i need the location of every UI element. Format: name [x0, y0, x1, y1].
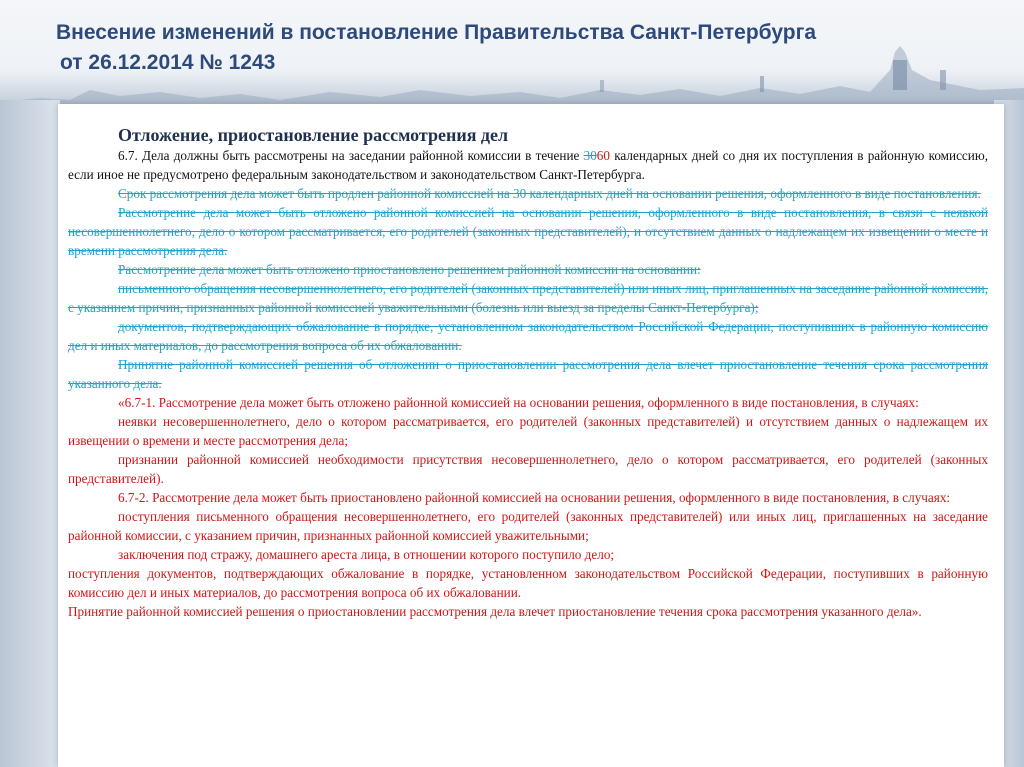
deleted-paragraph: Срок рассмотрения дела может быть продлен районной комиссией на 30 календарных дней на основании решения, оформленного в виде постановления.	[118, 186, 981, 201]
new-paragraph: 6.7-2. Рассмотрение дела может быть приостановлено районной комиссией на основании решения, оформленного в виде постановления, в случаях:	[118, 490, 951, 505]
document-body	[68, 124, 988, 621]
p1-inserted-number: 60	[596, 148, 610, 163]
p1-before: 6.7. Дела должны быть рассмотрены на заседании районной комиссии в течение	[118, 148, 584, 163]
slide-title-line1: Внесение изменений в постановление Правительства Санкт-Петербурга	[56, 21, 817, 44]
new-paragraph: признании районной комиссией необходимости присутствия несовершеннолетнего, дело о котором рассматривается, его родителей (законных представителей).	[68, 452, 988, 486]
document-panel	[58, 104, 1004, 767]
slide-title	[56, 18, 916, 78]
left-side-decoration	[0, 100, 60, 767]
p1-after: календарных дней со дня их поступления в районную комиссию, если иное не предусмотрено федеральным законодательством и законодательством Санкт-Петербурга.	[68, 148, 988, 182]
paragraph-6-7	[68, 146, 988, 184]
new-paragraph: поступления письменного обращения несовершеннолетнего, его родителей (законных представителей) или иных лиц, приглашенных на заседание районной комиссии, с указанием причин, признанных районной комиссией уважительными;	[68, 509, 988, 543]
new-paragraph: Принятие районной комиссией решения о приостановлении рассмотрения дела влечет приостановление течения срока рассмотрения указанного дела».	[68, 604, 922, 619]
new-paragraph: «6.7-1. Рассмотрение дела может быть отложено районной комиссией на основании решения, оформленного в виде постановления, в случаях:	[118, 395, 919, 410]
section-heading: Отложение, приостановление рассмотрения дел	[118, 125, 509, 145]
deleted-paragraph: документов, подтверждающих обжалование в порядке, установленном законодательством Российской Федерации, поступивших в районную комиссию дел и иных материалов, до рассмотрения вопроса об их обжаловании.	[68, 319, 988, 353]
deleted-paragraph: письменного обращения несовершеннолетнего, его родителей (законных представителей) или иных лиц, приглашенных на заседание районной комиссии, с указанием причин, признанных районной комиссией уважительными (болезнь или выезд за пределы Санкт-Петербурга);	[68, 281, 988, 315]
slide-title-line2: от 26.12.2014 № 1243	[60, 51, 276, 74]
new-paragraph: неявки несовершеннолетнего, дело о котором рассматривается, его родителей (законных представителей) и отсутствием данных о надлежащем их извещении о времени и месте рассмотрения дела;	[68, 414, 988, 448]
deleted-paragraph: Принятие районной комиссией решения об отложении о приостановлении рассмотрения дела влечет приостановление течения срока рассмотрения указанного дела.	[68, 357, 988, 391]
new-paragraph: заключения под стражу, домашнего ареста лица, в отношении которого поступило дело;	[118, 547, 615, 562]
p1-deleted-number: 30	[583, 148, 597, 163]
new-paragraph: поступления документов, подтверждающих обжалование в порядке, установленном законодательством Российской Федерации, поступивших в районную комиссию дел и иных материалов, до рассмотрения вопроса об их обжаловании.	[68, 566, 988, 600]
deleted-paragraph: Рассмотрение дела может быть отложено районной комиссией на основании решения, оформленного в виде постановления, в связи с неявкой несовершеннолетнего, дело о котором рассматривается, его родителей (законных представителей), и отсутствием данных о надлежащем их извещении о месте и времени рассмотрения дела.	[68, 205, 988, 258]
deleted-paragraph: Рассмотрение дела может быть отложено приостановлено решением районной комиссии на основании:	[118, 262, 701, 277]
